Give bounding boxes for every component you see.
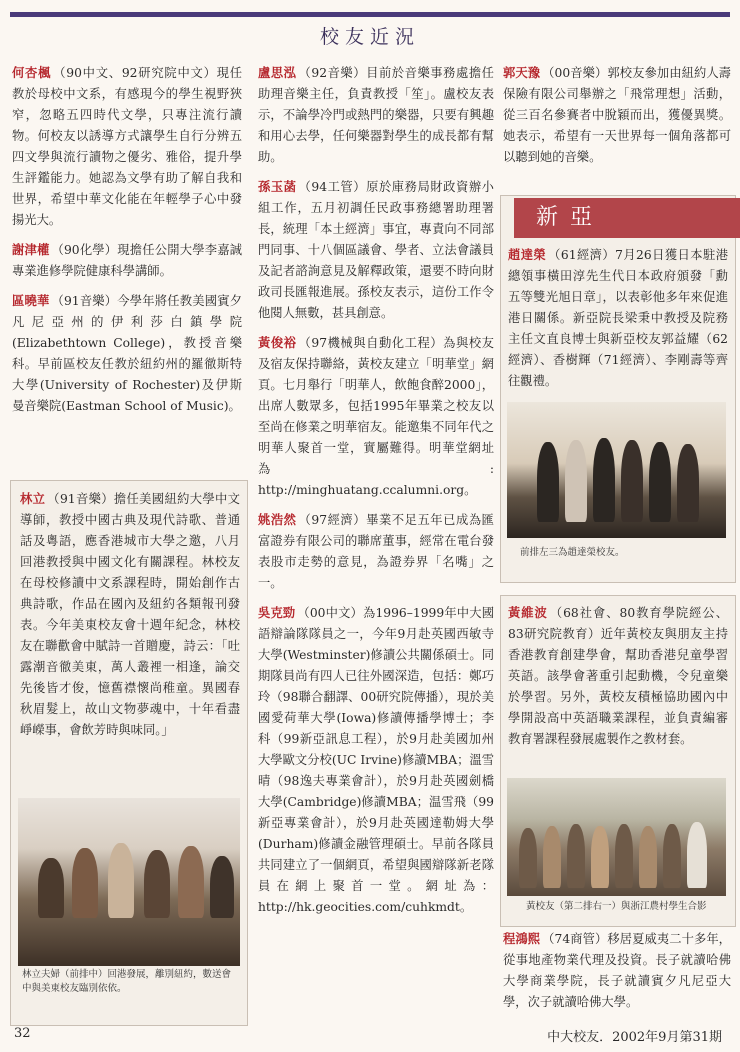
entry-name: 孫玉菡 <box>258 179 297 194</box>
entry-guo-tianyu <box>503 62 731 168</box>
column-1 <box>12 62 242 425</box>
photo-caption-zhejiang: 黃校友（第二排右一）與浙江農村學生合影 <box>526 901 707 912</box>
entry-text: （00中文）為1996–1999年中大國語辯論隊隊員之一，今年9月赴英國西敏寺大學(Westminster)修讀公共關係碩士。同期隊員尚有四人已往外國深造，包括：鄭巧玲（98聯合翻譯、00研究院傳播），現於美國愛荷華大學(Iowa)修讀傳播學博士；李科（99新亞訊息工程），於9月赴美國加州大學歐文分校(UC Irvine)修讀MBA；溫雪晴（98逸夫專業會計），於9月赴英國劍橋大學(Cambridge)修讀MBA；温雪飛（99新亞專業會計），於9月赴英國達勒姆大學(Durham)修讀金融管理碩士。早前各隊員共同建立了一個網頁，希望與國辯隊新老隊員在網上聚首一堂。網址為：http://hk.geocities.com/cuhkmdt。 <box>258 606 494 914</box>
entry-lin-li <box>20 488 240 741</box>
entry-cheng-hongxi <box>503 928 731 1013</box>
entry-text: （97經濟）畢業不足五年已成為匯富證券有限公司的聯席董事，經常在電台發表股市走勢的意見，為證券界「名嘴」之一。 <box>258 513 494 590</box>
entry-name: 林立 <box>20 491 46 506</box>
entry-name: 吳克勁 <box>258 605 296 620</box>
entry-text: （00音樂）郭校友參加由紐約人壽保險有限公司舉辦之「飛常理想」活動，從三百名參賽者中脫穎而出，獲優異獎。她表示，希望有一天世界每一個角落都可以聽到她的音樂。 <box>503 66 731 164</box>
entry-zhao-darong <box>508 244 728 392</box>
photo-lin-li-group <box>18 798 240 966</box>
photo-caption-award: 前排左三為趙達榮校友。 <box>520 547 625 558</box>
entry-sun-yuhan <box>258 176 494 324</box>
entry-name: 黃維波 <box>508 605 548 620</box>
entry-name: 黃俊裕 <box>258 335 297 350</box>
entry-name: 區曉華 <box>12 293 50 308</box>
entry-huang-junyu <box>258 332 494 501</box>
entry-wu-kejin <box>258 602 494 918</box>
entry-yao-haoran <box>258 509 494 594</box>
column-3-bottom <box>503 928 731 1021</box>
photo-zhejiang-students <box>507 778 726 896</box>
column-2 <box>258 62 494 926</box>
entry-name: 郭天豫 <box>503 65 541 80</box>
entry-text: （90中文、92研究院中文）現任教於母校中文系，有感現今的學生視野狹窄，忽略五四時代文學，只專注流行讀物。何校友以誘導方式讓學生自行分辨五四文學與流行讀物之優劣、雅俗，提升學生評鑑能力。她認為文學有助了解自我和世界，希望中華文化能在年輕學子心中發揚光大。 <box>12 66 242 227</box>
page-number: 32 <box>14 1026 31 1041</box>
entry-name: 趙達榮 <box>508 247 547 262</box>
huang-weibo-text <box>508 602 728 758</box>
region-title-new-asia: 新亞 <box>514 198 740 238</box>
header-rule <box>10 12 730 17</box>
entry-text: （94工管）原於庫務局財政資辦小組工作，五月初調任民政事務總署助理署長，統理「本土經濟」事宜，專責向不同部門同事、十八個區議會、學者、立法會議員及記者諮詢意見及解釋政策，還要不時向財政司長匯報進展。孫校友表示，這份工作令他閱人無數，甚具創意。 <box>258 180 494 320</box>
entry-text: （90化學）現擔任公開大學李嘉誠專業進修學院健康科學講師。 <box>12 243 242 278</box>
entry-name: 姚浩然 <box>258 512 297 527</box>
entry-name: 程鴻熙 <box>503 931 541 946</box>
entry-text: （68社會、80教育學院經公、83研究院教育）近年黃校友與朋友主持香港教育創建學會，幫助香港兒童學習英語。該學會著重引起動機，令兒童樂於學習。另外，黃校友積極協助國內中學開設高中英語職業課程，並負責編審教育署課程發展處製作之教材套。 <box>508 606 728 746</box>
entry-huang-weibo <box>508 602 728 750</box>
entry-xie-jinquan <box>12 239 242 282</box>
photo-award-ceremony <box>507 402 726 538</box>
entry-ou-xiaohua <box>12 290 242 417</box>
entry-text: （91音樂）擔任美國紐約大學中文導師，教授中國古典及現代詩歌、普通話及粵語，應香港城市大學之邀，八月回港教授與中國文化有關課程。林校友在母校修讀中文系課程時，開始創作古典詩歌，作品在國內及紐約各類報刊發表。今年美東校友會十週年紀念，林校友在聯歡會中賦詩一首贈慶，詩云：「吐露潮音徹美東，萬人叢裡一相逢，論交先後皆才俊，憶舊襟懷尚稚童。異國春秋眉髮上，故山文物夢魂中，十年看盡崢嶸事，會飲芳時與味同。」 <box>20 492 240 737</box>
entry-text: （74商管）移居夏威夷二十多年，從事地產物業代理及投資。長子就讀哈佛大學商業學院，長子就讀賓夕凡尼亞大學，次子就讀哈佛大學。 <box>503 932 731 1009</box>
entry-he-xingfeng <box>12 62 242 231</box>
entry-text: （61經濟）7月26日獲日本駐港總領事橫田淳先生代日本政府頒發「勳五等雙光旭日章」，以表彰他多年來促進港日關係。新亞院長梁秉中教授及院務主任文直良博士與新亞校友郭益耀（62經濟）、香樹輝（71經濟）、李剛壽等齊往觀禮。 <box>508 248 728 388</box>
new-asia-text <box>508 244 728 400</box>
entry-name: 謝津權 <box>12 242 50 257</box>
entry-text: （91音樂）今學年將任教美國賓夕凡尼亞州的伊利莎白鎮學院(Elizabethtown College)，教授音樂科。早前區校友任教於紐約州的羅徹斯特大學(University of Rochester)及伊斯曼音樂院(Eastman School of Music)。 <box>12 294 242 413</box>
entry-name: 何杏楓 <box>12 65 52 80</box>
lin-li-text <box>20 488 240 749</box>
photo-caption-lin-li: 林立夫婦（前排中）回港發展，離別紐約，數送會中與美東校友臨別依依。 <box>22 969 232 994</box>
publication-info: 中大校友．2002年9月第31期 <box>547 1030 722 1045</box>
entry-name: 盧思泓 <box>258 65 297 80</box>
entry-text: （92音樂）目前於音樂事務處擔任助理音樂主任，負責教授「笙」。盧校友表示，不論學冷門或熱門的樂器，只要有興趣和用心去學，任何樂器對學生的成長都有幫助。 <box>258 66 494 164</box>
entry-lu-sihong <box>258 62 494 168</box>
entry-text: （97機械與自動化工程）為與校友及宿友保持聯絡，黃校友建立「明華堂」網頁。七月舉行「明華人，飲飽食醉2000」，出席人數眾多，包括1995年畢業之校友以至尚在修業之明華宿友。能邀集不同年代之明華人聚首一堂，實屬難得。明華堂網址為: http://minghuatang.ccalumni.org。 <box>258 336 494 497</box>
column-3-top <box>503 62 731 176</box>
section-title: 校友近況 <box>319 26 420 48</box>
